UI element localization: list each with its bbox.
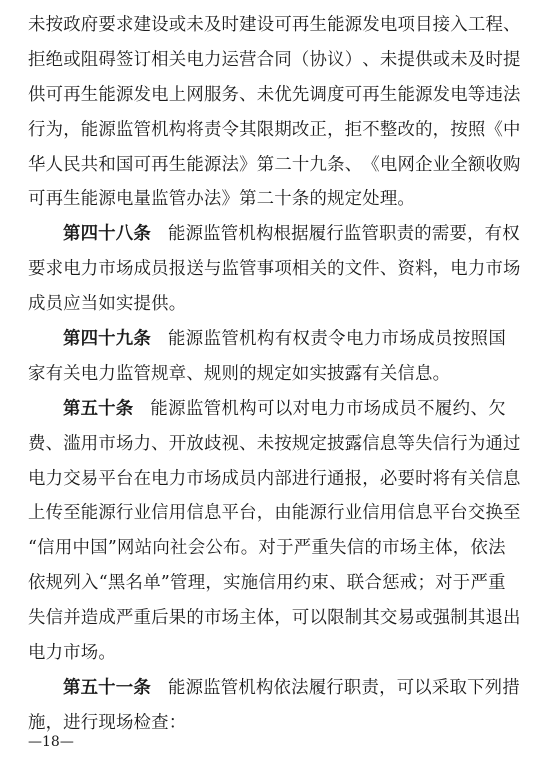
article-50-first-line: [28, 392, 506, 427]
text-line: 未 按 政 府 要 求 建 设 或 未 及 时 建 设 可 再 生 能 源 发 电 项 目 接 入 工 程 、: [28, 15, 521, 35]
text-line: 失 信 并 造 成 严 重 后 果 的 市 场 主 体 ， 可 以 限 制 其 交 易 或 强 制 其 退 出: [28, 608, 521, 629]
article-48-first-line: [28, 217, 520, 252]
article-50-title: 第五十条: [63, 398, 134, 419]
article-49-text: 能 源 监 管 机 构 有 权 责 令 电 力 市 场 成 员 按 照 国: [167, 329, 506, 350]
text-line: “ 信 用 中 国 ” 网 站 向 社 会 公 布 。 对 于 严 重 失 信 的 市 场 主 体 ， 依 法: [28, 538, 506, 559]
page-number: —18—: [28, 734, 74, 750]
article-51-text: 能 源 监 管 机 构 依 法 履 行 职 责 ， 可 以 采 取 下 列 措: [167, 677, 520, 698]
document-body: [28, 8, 521, 741]
text-line: 华 人 民 共 和 国 可 再 生 能 源 法 》 第 二 十 九 条 、 《 电 网 企 业 全 额 收 购: [28, 154, 521, 175]
article-50-text: 能 源 监 管 机 构 可 以 对 电 力 市 场 成 员 不 履 约 、 欠: [150, 398, 506, 419]
text-line: 供 可 再 生 能 源 发 电 上 网 服 务 、 未 优 先 调 度 可 再 生 能 源 发 电 等 违 法: [28, 84, 521, 105]
article-49-title: 第四十九条: [63, 329, 151, 350]
article-51-first-line: [28, 671, 520, 706]
article-49-first-line: [28, 322, 506, 357]
text-line: 电 力 交 易 平 台 在 电 力 市 场 成 员 内 部 进 行 通 报 ， 必 要 时 将 有 关 信 息: [28, 468, 521, 489]
text-line: 拒 绝 或 阻 碍 签 订 相 关 电 力 运 营 合 同 （ 协 议 ） 、 未 提 供 或 未 及 时 提: [28, 49, 521, 70]
text-line: 要 求 电 力 市 场 成 员 报 送 与 监 管 事 项 相 关 的 文 件 、 资 料 ， 电 力 市 场: [28, 259, 521, 280]
text-line: 上 传 至 能 源 行 业 信 用 信 息 平 台 ， 由 能 源 行 业 信 用 信 息 平 台 交 换 至: [28, 503, 521, 524]
text-line: 可再生能源电量监管办法》第二十条的规定处理。: [28, 189, 415, 210]
text-line: 依 规 列 入 “ 黑 名 单 ” 管 理 ， 实 施 信 用 约 束 、 联 合 惩 戒 ； 对 于 严 重: [28, 573, 506, 594]
text-line: 家有关电力监管规章、规则的规定如实披露有关信息。: [28, 363, 451, 384]
article-48-title: 第四十八条: [63, 224, 151, 245]
text-line: 行 为 ， 能 源 监 管 机 构 将 责 令 其 限 期 改 正 ， 拒 不 整 改 的 ， 按 照 《 中: [28, 119, 521, 140]
article-48-text: 能 源 监 管 机 构 根 据 履 行 监 管 职 责 的 需 要 ， 有 权: [167, 224, 520, 245]
text-line: 施，进行现场检查：: [28, 712, 187, 733]
article-51-title: 第五十一条: [63, 677, 151, 698]
text-line: 电力市场。: [28, 643, 116, 664]
text-line: 成员应当如实提供。: [28, 294, 187, 315]
text-line: 费 、 滥 用 市 场 力 、 开 放 歧 视 、 未 按 规 定 披 露 信 息 等 失 信 行 为 通 过: [28, 433, 521, 454]
